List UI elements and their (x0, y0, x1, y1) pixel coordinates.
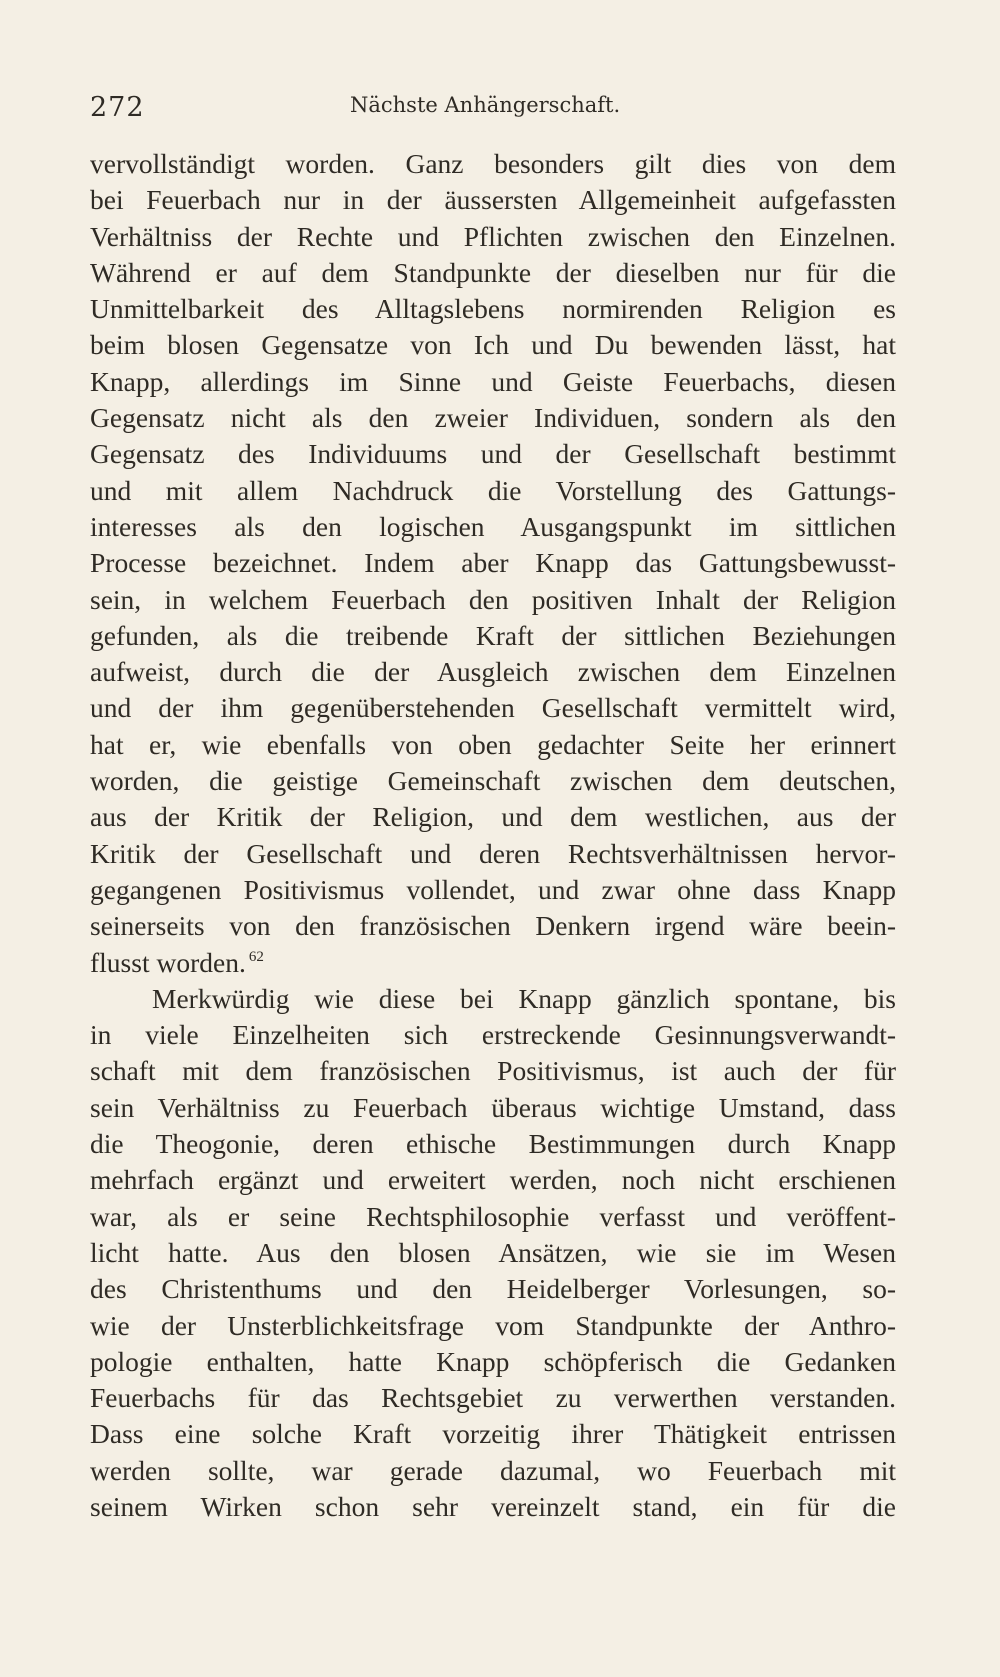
text-line: licht hatte. Aus den blosen Ansätzen, wie sie im Wesen (90, 1236, 896, 1268)
text-line: interesses als den logischen Ausgangspunkt im sittlichen (90, 510, 896, 542)
text-line: und der ihm gegenüberstehenden Gesellschaft vermittelt wird, (90, 692, 896, 724)
text-line: Processe bezeichnet. Indem aber Knapp das Gattungsbewusst- (90, 547, 896, 579)
text-line: sein Verhältniss zu Feuerbach überaus wichtige Umstand, dass (90, 1091, 896, 1123)
text-line: schaft mit dem französischen Positivismus, ist auch der für (90, 1055, 896, 1087)
text-line: Dass eine solche Kraft vorzeitig ihrer Thätigkeit entrissen (90, 1418, 896, 1450)
page-header (88, 88, 896, 128)
page-number: 272 (90, 92, 145, 123)
text-line: pologie enthalten, hatte Knapp schöpferisch die Gedanken (90, 1345, 896, 1377)
paragraph (90, 981, 896, 1525)
text-line: Knapp, allerdings im Sinne und Geiste Feuerbachs, diesen (90, 365, 896, 397)
text-line: Während er auf dem Standpunkte der dieselben nur für die (90, 256, 896, 288)
text-line: beim blosen Gegensatze von Ich und Du bewenden lässt, hat (90, 329, 896, 361)
text-line: gegangenen Positivismus vollendet, und zwar ohne dass Knapp (90, 873, 896, 905)
text-line: seinerseits von den französischen Denkern irgend wäre beein- (90, 910, 896, 942)
text-line: aus der Kritik der Religion, und dem westlichen, aus der (90, 801, 896, 833)
text-line: sein, in welchem Feuerbach den positiven Inhalt der Religion (90, 583, 896, 615)
text-line-end: flusst worden. (90, 946, 246, 978)
text-line-final (90, 945, 896, 981)
text-line: Unmittelbarkeit des Alltagslebens normirenden Religion es (90, 293, 896, 325)
text-line: worden, die geistige Gemeinschaft zwischen dem deutschen, (90, 765, 896, 797)
body-text (90, 146, 896, 1525)
paragraph (90, 146, 896, 981)
text-line: vervollständigt worden. Ganz besonders gilt dies von dem (90, 148, 896, 179)
text-line: werden sollte, war gerade dazumal, wo Feuerbach mit (90, 1454, 896, 1486)
text-line: des Christenthums und den Heidelberger Vorlesungen, so- (90, 1273, 896, 1305)
text-line: hat er, wie ebenfalls von oben gedachter Seite her erinnert (90, 728, 896, 760)
text-line: war, als er seine Rechtsphilosophie verfasst und veröffent- (90, 1200, 896, 1232)
text-line: in viele Einzelheiten sich erstreckende Gesinnungsverwandt- (90, 1019, 896, 1051)
text-line: die Theogonie, deren ethische Bestimmungen durch Knapp (90, 1128, 896, 1160)
text-line-indented: Merkwürdig wie diese bei Knapp gänzlich spontane, bis (152, 982, 896, 1014)
footnote-reference: 62 (248, 948, 264, 965)
text-line: Verhältniss der Rechte und Pflichten zwischen den Einzelnen. (90, 220, 896, 252)
running-title: Nächste Anhängerschaft. (350, 93, 621, 117)
text-line: Kritik der Gesellschaft und deren Rechtsverhältnissen hervor- (90, 837, 896, 869)
text-line: Gegensatz nicht als den zweier Individuen, sondern als den (90, 402, 896, 434)
text-line: mehrfach ergänzt und erweitert werden, noch nicht erschienen (90, 1164, 896, 1196)
text-line: wie der Unsterblichkeitsfrage vom Standpunkte der Anthro- (90, 1309, 896, 1341)
text-line: Feuerbachs für das Rechtsgebiet zu verwerthen verstanden. (90, 1382, 896, 1414)
text-line: seinem Wirken schon sehr vereinzelt stand, ein für die (90, 1490, 896, 1522)
text-line: bei Feuerbach nur in der äussersten Allgemeinheit aufgefassten (90, 184, 896, 216)
text-line: und mit allem Nachdruck die Vorstellung des Gattungs- (90, 474, 896, 506)
text-line: gefunden, als die treibende Kraft der sittlichen Beziehungen (90, 619, 896, 651)
text-line: Gegensatz des Individuums und der Gesellschaft bestimmt (90, 438, 896, 470)
text-line: aufweist, durch die der Ausgleich zwischen dem Einzelnen (90, 656, 896, 688)
